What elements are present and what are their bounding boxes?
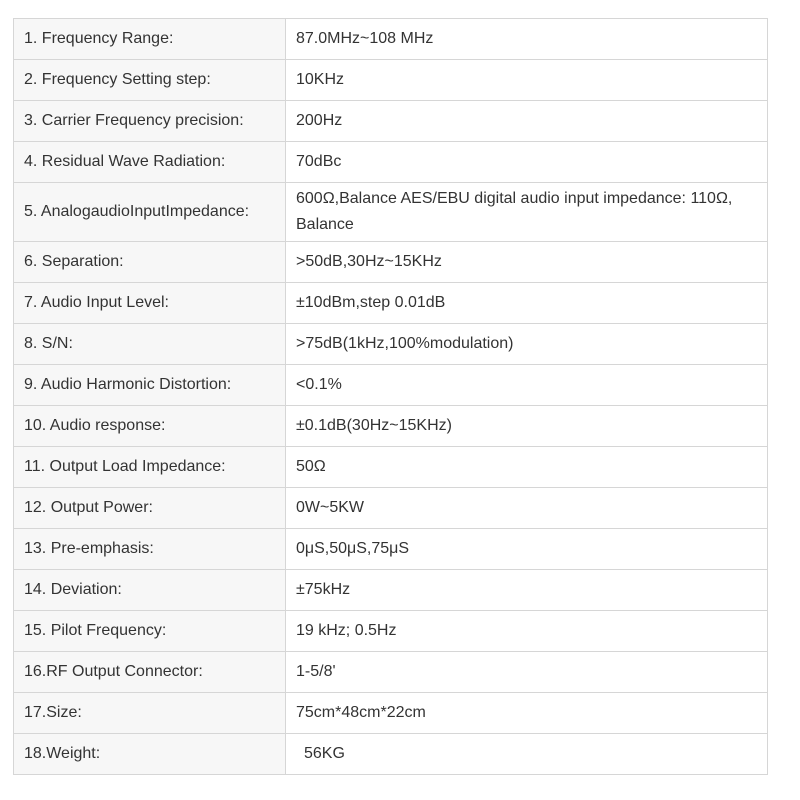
spec-parameter: 16.RF Output Connector: xyxy=(14,652,286,693)
spec-value: ±0.1dB(30Hz~15KHz) xyxy=(286,406,768,447)
table-row xyxy=(14,19,768,60)
table-row xyxy=(14,406,768,447)
table-row xyxy=(14,242,768,283)
spec-value: 1-5/8' xyxy=(286,652,768,693)
spec-parameter: 1. Frequency Range: xyxy=(14,19,286,60)
spec-value: >75dB(1kHz,100%modulation) xyxy=(286,324,768,365)
table-row xyxy=(14,365,768,406)
table-row xyxy=(14,529,768,570)
spec-value: 87.0MHz~108 MHz xyxy=(286,19,768,60)
table-row xyxy=(14,283,768,324)
spec-parameter: 13. Pre-emphasis: xyxy=(14,529,286,570)
spec-table-body xyxy=(14,19,768,775)
spec-parameter: 7. Audio Input Level: xyxy=(14,283,286,324)
spec-value: ±10dBm,step 0.01dB xyxy=(286,283,768,324)
spec-parameter: 12. Output Power: xyxy=(14,488,286,529)
spec-parameter: 18.Weight: xyxy=(14,734,286,775)
table-row xyxy=(14,488,768,529)
table-row xyxy=(14,693,768,734)
spec-value: >50dB,30Hz~15KHz xyxy=(286,242,768,283)
spec-value: <0.1% xyxy=(286,365,768,406)
spec-value: 19 kHz; 0.5Hz xyxy=(286,611,768,652)
spec-parameter: 9. Audio Harmonic Distortion: xyxy=(14,365,286,406)
table-row xyxy=(14,611,768,652)
spec-parameter: 5. AnalogaudioInputImpedance: xyxy=(14,183,286,242)
table-row xyxy=(14,652,768,693)
spec-value-cell xyxy=(286,734,768,775)
spec-value: 56KG xyxy=(304,745,345,762)
spec-parameter: 15. Pilot Frequency: xyxy=(14,611,286,652)
spec-parameter: 8. S/N: xyxy=(14,324,286,365)
spec-value: 10KHz xyxy=(286,60,768,101)
table-row xyxy=(14,447,768,488)
spec-parameter: 14. Deviation: xyxy=(14,570,286,611)
spec-value: 75cm*48cm*22cm xyxy=(286,693,768,734)
spec-value: 70dBc xyxy=(286,142,768,183)
table-row xyxy=(14,734,768,775)
spec-table xyxy=(13,18,768,775)
spec-value: 0μS,50μS,75μS xyxy=(286,529,768,570)
spec-value: 200Hz xyxy=(286,101,768,142)
spec-parameter: 10. Audio response: xyxy=(14,406,286,447)
spec-parameter: 4. Residual Wave Radiation: xyxy=(14,142,286,183)
table-row xyxy=(14,570,768,611)
spec-value: 600Ω,Balance AES/EBU digital audio input impedance: 110Ω, Balance xyxy=(286,183,768,242)
spec-parameter: 11. Output Load Impedance: xyxy=(14,447,286,488)
spec-value: 0W~5KW xyxy=(286,488,768,529)
table-row xyxy=(14,60,768,101)
spec-parameter: 17.Size: xyxy=(14,693,286,734)
table-row xyxy=(14,142,768,183)
spec-parameter: 6. Separation: xyxy=(14,242,286,283)
table-row xyxy=(14,324,768,365)
spec-value: ±75kHz xyxy=(286,570,768,611)
spec-parameter: 2. Frequency Setting step: xyxy=(14,60,286,101)
table-row xyxy=(14,101,768,142)
spec-value: 50Ω xyxy=(286,447,768,488)
table-row xyxy=(14,183,768,242)
spec-parameter: 3. Carrier Frequency precision: xyxy=(14,101,286,142)
